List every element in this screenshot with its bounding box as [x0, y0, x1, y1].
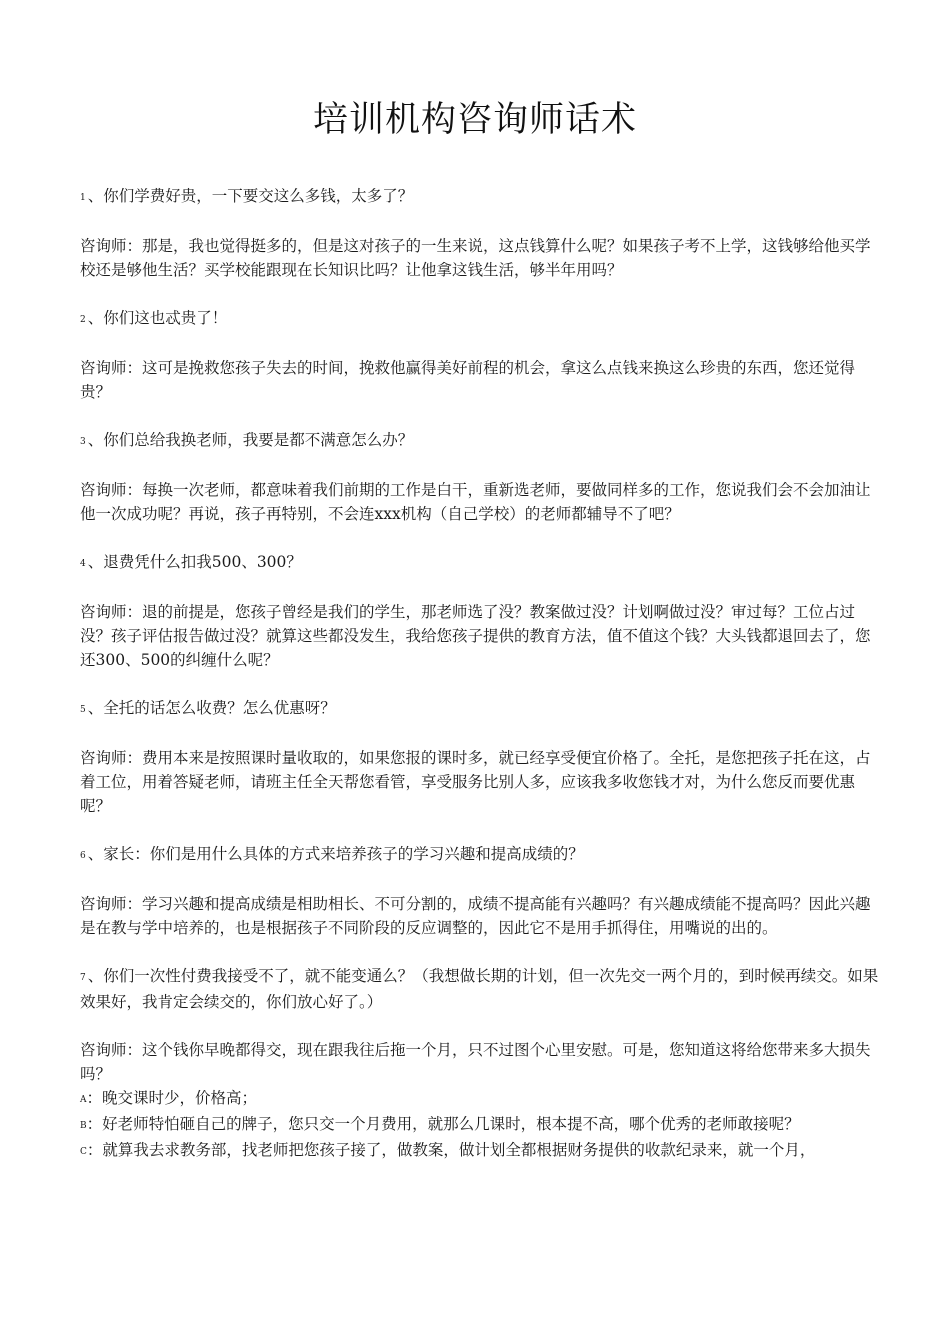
sub-item-text: ：好老师特怕砸自己的牌子，您只交一个月费用，就那么几课时，根本提不高，哪个优秀的老师敢接呢？	[86, 1115, 800, 1133]
document-title: 培训机构咨询师话术	[312, 100, 637, 140]
question-7	[80, 964, 880, 1014]
answer-6: 咨询师：学习兴趣和提高成绩是相助相长、不可分割的，成绩不提高能有兴趣吗？有兴趣成绩能不提高吗？因此兴趣是在教与学中培养的，也是根据孩子不同阶段的反应调整的，因此它不是用手抓得住，用嘴说的出的。	[80, 895, 871, 937]
answer-2: 咨询师：这可是挽救您孩子失去的时间，挽救他赢得美好前程的机会，拿这么点钱来换这么珍贵的东西，您还觉得贵？	[80, 359, 856, 401]
question-number: 6	[80, 851, 86, 861]
question-text: 、家长：你们是用什么具体的方式来培养孩子的学习兴趣和提高成绩的？	[87, 845, 584, 863]
question-text: 、你们总给我换老师，我要是都不满意怎么办？	[87, 431, 414, 449]
question-number: 2	[80, 315, 86, 325]
question-number: 1	[80, 193, 86, 203]
question-1	[80, 184, 880, 210]
sub-item-b	[80, 1112, 880, 1138]
answer-5: 咨询师：费用本来是按照课时量收取的，如果您报的课时多，就已经享受便宜价格了。全托，是您把孩子托在这，占着工位，用着答疑老师，请班主任全天帮您看管，享受服务比别人多，应该我多收您钱才对，为什么您反而要优惠呢？	[80, 749, 871, 815]
question-3	[80, 428, 880, 454]
question-2	[80, 306, 880, 332]
question-number: 4	[80, 559, 86, 569]
question-number: 5	[80, 705, 86, 715]
question-5	[80, 696, 880, 722]
question-4	[80, 550, 880, 576]
question-text: 、你们学费好贵，一下要交这么多钱，太多了？	[87, 187, 414, 205]
sub-item-marker: C	[80, 1147, 87, 1157]
answer-7: 咨询师：这个钱你早晚都得交，现在跟我往后拖一个月，只不过图个心里安慰。可是，您知道这将给您带来多大损失吗？	[80, 1041, 871, 1083]
question-text: 、退费凭什么扣我500、300？	[87, 553, 302, 571]
document-body	[80, 184, 880, 1164]
sub-item-a	[80, 1086, 880, 1112]
question-number: 7	[80, 973, 86, 983]
question-text: 、你们这也忒贵了！	[87, 309, 228, 327]
question-number: 3	[80, 437, 86, 447]
answer-1: 咨询师：那是，我也觉得挺多的，但是这对孩子的一生来说，这点钱算什么呢？如果孩子考不上学，这钱够给他买学校还是够他生活？买学校能跟现在长知识比吗？让他拿这钱生活，够半年用吗？	[80, 237, 871, 279]
question-text: 、你们一次性付费我接受不了，就不能变通么？（我想做长期的计划，但一次先交一两个月的，到时候再续交。如果效果好，我肯定会续交的，你们放心好了。）	[80, 967, 879, 1011]
question-text: 、全托的话怎么收费？怎么优惠呀？	[87, 699, 336, 717]
sub-item-text: ：晚交课时少，价格高；	[86, 1089, 258, 1107]
sub-item-marker: B	[80, 1121, 87, 1131]
answer-3: 咨询师：每换一次老师，都意味着我们前期的工作是白干，重新选老师，要做同样多的工作，您说我们会不会加油让他一次成功呢？再说，孩子再特别，不会连xxx机构（自己学校）的老师都辅导不了吧？	[80, 481, 871, 523]
sub-item-c	[80, 1138, 880, 1164]
answer-4: 咨询师：退的前提是，您孩子曾经是我们的学生，那老师选了没？教案做过没？计划啊做过没？审过每？工位占过没？孩子评估报告做过没？就算这些都没发生，我给您孩子提供的教育方法，值不值这个钱？大头钱都退回去了，您还300、500的纠缠什么呢？	[80, 603, 871, 669]
answer-7-sub-list	[80, 1086, 880, 1164]
sub-item-text: ：就算我去求教务部，找老师把您孩子接了，做教案，做计划全都根据财务提供的收款纪录来，就一个月，	[86, 1141, 816, 1159]
sub-item-marker: A	[80, 1095, 87, 1105]
question-6	[80, 842, 880, 868]
